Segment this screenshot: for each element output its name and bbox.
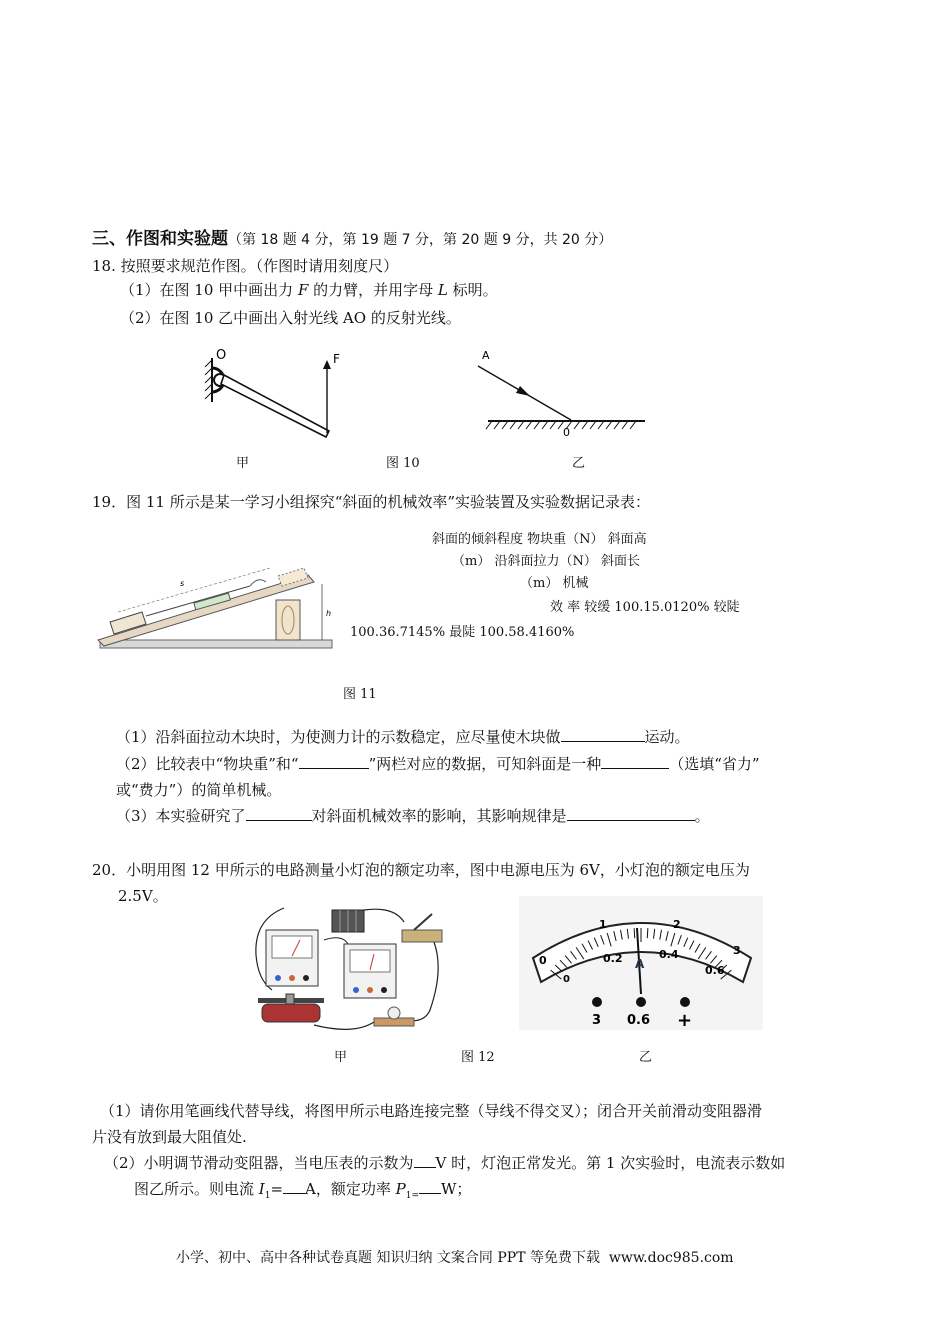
q18-part1 bbox=[120, 280, 498, 300]
rheostat-device bbox=[258, 994, 324, 1022]
footer-text: 小学、初中、高中各种试卷真题 知识归纳 文案合同 PPT 等免费下载 bbox=[176, 1250, 600, 1266]
q19-table-line4: 效 率 较缓 100.15.0120% 较陡 bbox=[550, 600, 740, 615]
terminal-3-icon bbox=[592, 997, 602, 1007]
q19-table-line2: （m） 沿斜面拉力（N） 斜面长 bbox=[452, 554, 640, 569]
q20-part1: （1）请你用笔画线代替导线，将图甲所示电路连接完整（导线不得交叉）；闭合开关前滑动变阻器滑 bbox=[100, 1102, 763, 1120]
q18-part1-text-b: 的力臂，并用字母 bbox=[308, 281, 438, 299]
q18-part1-text-a: （1）在图 10 甲中画出力 bbox=[120, 281, 298, 299]
mirror-hatch-mark bbox=[550, 421, 556, 429]
ammeter-dial bbox=[519, 896, 763, 1030]
dial-tick bbox=[634, 928, 635, 938]
q19-table-line5: 100.36.7145% 最陡 100.58.4160% bbox=[350, 625, 575, 640]
q19-part3-text-b: 对斜面机械效率的影响，其影响规律是 bbox=[311, 807, 567, 825]
unit-label: A bbox=[635, 957, 645, 971]
switch-device bbox=[402, 914, 442, 942]
scale-bottom-0.4: 0.4 bbox=[659, 948, 679, 961]
mirror-hatch-mark bbox=[622, 421, 628, 429]
blank-motion[interactable] bbox=[561, 727, 645, 742]
footer-url[interactable]: www.doc985.com bbox=[608, 1250, 734, 1266]
blank-power[interactable] bbox=[419, 1179, 441, 1194]
mirror-hatch-mark bbox=[542, 421, 548, 429]
q20-part2-equals: = bbox=[270, 1180, 284, 1198]
scale-bottom-0.2: 0.2 bbox=[603, 952, 623, 965]
bulb-device bbox=[374, 1007, 414, 1026]
blank-factor[interactable] bbox=[246, 806, 312, 821]
scale-top-1: 1 bbox=[599, 918, 607, 931]
q20-part2 bbox=[104, 1153, 785, 1173]
q19-part3-text-a: （3）本实验研究了 bbox=[116, 807, 246, 825]
mirror-hatch-mark bbox=[574, 421, 580, 429]
q20-part2-text-f: W； bbox=[441, 1180, 472, 1198]
fig10-cap-right: 乙 bbox=[572, 456, 586, 471]
q19-part3-text-c: 。 bbox=[694, 807, 710, 825]
blank-machine-type[interactable] bbox=[601, 754, 669, 769]
label-A: A bbox=[482, 349, 490, 362]
section-title-text: 三、作图和实验题 bbox=[92, 229, 228, 249]
blank-voltage[interactable] bbox=[414, 1153, 436, 1168]
page-footer bbox=[176, 1247, 734, 1267]
fig10-cap-left: 甲 bbox=[236, 456, 250, 471]
blank-rule[interactable] bbox=[567, 806, 695, 821]
q20-part2-cont bbox=[134, 1179, 471, 1206]
label-0: 0 bbox=[563, 426, 570, 439]
fig12-cap-mid: 图 12 bbox=[461, 1050, 495, 1065]
q19-table-line3: （m） 机械 bbox=[520, 576, 589, 591]
mirror-hatch-mark bbox=[534, 421, 540, 429]
var-P-subscript: 1= bbox=[405, 1191, 420, 1201]
q20-part2-text-c: 图乙所示。则电流 bbox=[134, 1180, 259, 1198]
mirror-hatch-mark bbox=[614, 421, 620, 429]
q19-part2-cont: 或“费力”）的简单机械。 bbox=[116, 781, 282, 799]
circuit-diagram bbox=[244, 900, 464, 1040]
fig12-cap-right: 乙 bbox=[639, 1050, 653, 1065]
scale-top-3: 3 bbox=[733, 944, 741, 957]
q20-part2-text-a: （2）小明调节滑动变阻器，当电压表的示数为 bbox=[104, 1154, 414, 1172]
label-F: F bbox=[333, 352, 340, 366]
voltmeter-device bbox=[344, 944, 396, 998]
terminal-plus-label: + bbox=[677, 1010, 693, 1030]
q18-var-L: L bbox=[437, 281, 448, 299]
q19-table-line1: 斜面的倾斜程度 物块重（N） 斜面高 bbox=[432, 532, 647, 547]
q20-part2-text-e: A，额定功率 bbox=[305, 1180, 396, 1198]
mirror-hatch-mark bbox=[486, 421, 492, 429]
q19-part2-text-a: （2）比较表中“物块重”和“ bbox=[116, 755, 299, 773]
lever-diagram bbox=[205, 348, 340, 437]
mirror-diagram bbox=[478, 349, 645, 439]
mirror-hatch-mark bbox=[510, 421, 516, 429]
terminal-3-label: 3 bbox=[592, 1013, 602, 1028]
fig12-cap-left: 甲 bbox=[334, 1050, 348, 1065]
ray-arrow-icon bbox=[516, 386, 530, 396]
var-I: I bbox=[258, 1180, 265, 1198]
mirror-hatch-mark bbox=[630, 421, 636, 429]
q19-part3 bbox=[116, 806, 710, 826]
mirror-hatch-mark bbox=[582, 421, 588, 429]
q20-stem-2: 2.5V。 bbox=[118, 887, 168, 905]
q19-part1-text-a: （1）沿斜面拉动木块时，为使测力计的示数稳定，应尽量使木块做 bbox=[116, 728, 561, 746]
q18-part1-text-c: 标明。 bbox=[447, 281, 498, 299]
ammeter-device bbox=[266, 930, 318, 986]
dial-tick bbox=[647, 928, 648, 938]
scale-top-0: 0 bbox=[539, 954, 547, 967]
fig10-cap-mid: 图 10 bbox=[386, 456, 420, 471]
blank-current[interactable] bbox=[283, 1179, 305, 1194]
q19-part2-text-c: （选填“省力” bbox=[669, 755, 760, 773]
lever-bar bbox=[221, 375, 329, 437]
battery-pack bbox=[332, 910, 364, 932]
blank-column[interactable] bbox=[299, 754, 369, 769]
q19-part1 bbox=[116, 727, 690, 747]
q20-stem-1: 20．小明用图 12 甲所示的电路测量小灯泡的额定功率，图中电源电压为 6V，小灯泡的额定电压为 bbox=[92, 861, 750, 879]
base-board bbox=[100, 640, 332, 648]
terminal-0.6-label: 0.6 bbox=[627, 1013, 651, 1028]
q18-var-F: F bbox=[297, 281, 309, 299]
fig11-caption: 图 11 bbox=[343, 687, 377, 702]
q18-stem: 18. 按照要求规范作图。（作图时请用刻度尺） bbox=[92, 257, 399, 275]
q18-part2: （2）在图 10 乙中画出入射光线 AO 的反射光线。 bbox=[120, 309, 461, 327]
q19-part2 bbox=[116, 754, 760, 774]
mirror-hatch-mark bbox=[598, 421, 604, 429]
mirror-hatch-mark bbox=[526, 421, 532, 429]
q19-part1-text-b: 运动。 bbox=[644, 728, 690, 746]
scale-top-2: 2 bbox=[673, 918, 681, 931]
var-P: P bbox=[395, 1180, 406, 1198]
scale-bottom-0.6: 0.6 bbox=[705, 964, 725, 977]
terminal-plus-icon bbox=[680, 997, 690, 1007]
figure-11 bbox=[90, 560, 340, 655]
hand-icon bbox=[250, 580, 266, 586]
q19-part2-text-b: ”两栏对应的数据，可知斜面是一种 bbox=[368, 755, 602, 773]
var-I-subscript: 1 bbox=[264, 1191, 271, 1201]
scale-bottom-0: 0 bbox=[563, 974, 570, 985]
figure-10 bbox=[0, 340, 950, 475]
mirror-hatch-mark bbox=[518, 421, 524, 429]
label-s: s bbox=[180, 579, 185, 588]
section-title bbox=[92, 224, 612, 249]
q20-part1-cont: 片没有放到最大阻值处. bbox=[92, 1128, 247, 1146]
mirror-hatch-mark bbox=[502, 421, 508, 429]
label-O: O bbox=[216, 348, 227, 363]
q19-stem: 19．图 11 所示是某一学习小组探究“斜面的机械效率”实验装置及实验数据记录表： bbox=[92, 493, 651, 511]
label-h: h bbox=[326, 609, 332, 618]
terminal-0.6-icon bbox=[636, 997, 646, 1007]
mirror-hatch-mark bbox=[590, 421, 596, 429]
q20-part2-text-b: V 时，灯泡正常发光。第 1 次实验时，电流表示数如 bbox=[435, 1154, 786, 1172]
section-score-note: （第 18 题 4 分，第 19 题 7 分，第 20 题 9 分，共 20 分） bbox=[228, 232, 613, 248]
mirror-hatch-mark bbox=[606, 421, 612, 429]
mirror-hatch-mark bbox=[494, 421, 500, 429]
